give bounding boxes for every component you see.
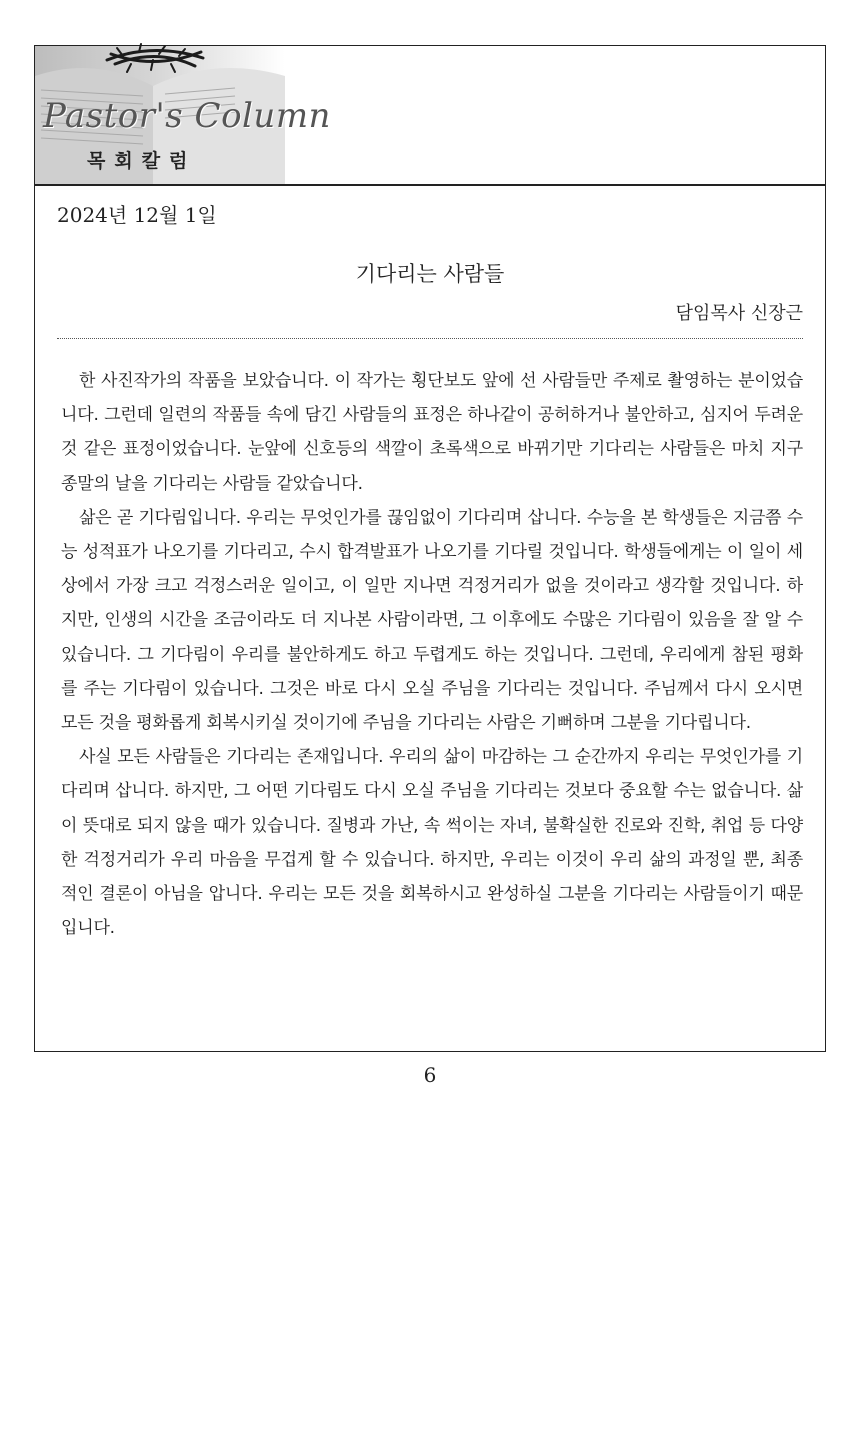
column-author: 담임목사 신장근 bbox=[675, 303, 803, 324]
paragraph: 삶은 곧 기다림입니다. 우리는 무엇인가를 끊임없이 기다리며 삽니다. 수능을 본 학생들은 지금쯤 수능 성적표가 나오기를 기다리고, 수시 합격발표가 나오기를 기다릴 것입니다. 학생들에게는 이 일이 세상에서 가장 크고 걱정스러운 일이고, 이 일만 지나면 걱정거리가 없을 것이라고 생각할 것입니다. 하지만, 인생의 시간을 조금이라도 더 지나본 사람이라면, 그 이후에도 수많은 기다림이 있음을 잘 알 수 있습니다. 그 기다림이 우리를 불안하게도 하고 두렵게도 하는 것입니다. 그런데, 우리에게 참된 평화를 주는 기다림이 있습니다. 그것은 바로 다시 오실 주님을 기다리는 것입니다. 주님께서 다시 오시면 모든 것을 평화롭게 회복시키실 것이기에 주님을 기다리는 사람은 기뻐하며 그분을 기다립니다. bbox=[61, 507, 803, 734]
pastors-column-banner bbox=[35, 46, 331, 184]
column-date: 2024년 12월 1일 bbox=[57, 203, 217, 227]
banner-subtitle: 목회칼럼 bbox=[87, 150, 197, 172]
column-frame bbox=[34, 45, 826, 1052]
paragraph: 한 사진작가의 작품을 보았습니다. 이 작가는 횡단보도 앞에 선 사람들만 주제로 촬영하는 분이었습니다. 그런데 일련의 작품들 속에 담긴 사람들의 표정은 하나같이 공허하거나 불안하고, 심지어 두려운 것 같은 표정이었습니다. 눈앞에 신호등의 색깔이 초록색으로 바뀌기만 기다리는 사람들은 마치 지구 종말의 날을 기다리는 사람들 같았습니다. bbox=[61, 371, 803, 494]
column-body bbox=[61, 364, 803, 945]
column-title: 기다리는 사람들 bbox=[355, 262, 505, 286]
banner-title: Pastor's Column bbox=[43, 96, 331, 136]
page-number: 6 bbox=[423, 1063, 437, 1087]
paragraph: 사실 모든 사람들은 기다리는 존재입니다. 우리의 삶이 마감하는 그 순간까지 우리는 무엇인가를 기다리며 삽니다. 하지만, 그 어떤 기다림도 다시 오실 주님을 기다리는 것보다 중요할 수는 없습니다. 삶이 뜻대로 되지 않을 때가 있습니다. 질병과 가난, 속 썩이는 자녀, 불확실한 진로와 진학, 취업 등 다양한 걱정거리가 우리 마음을 무겁게 할 수 있습니다. 하지만, 우리는 이것이 우리 삶의 과정일 뿐, 최종적인 결론이 아님을 압니다. 우리는 모든 것을 회복하시고 완성하실 그분을 기다리는 사람들이기 때문입니다. bbox=[61, 747, 803, 939]
dotted-divider bbox=[57, 338, 803, 339]
column-header bbox=[35, 46, 825, 186]
